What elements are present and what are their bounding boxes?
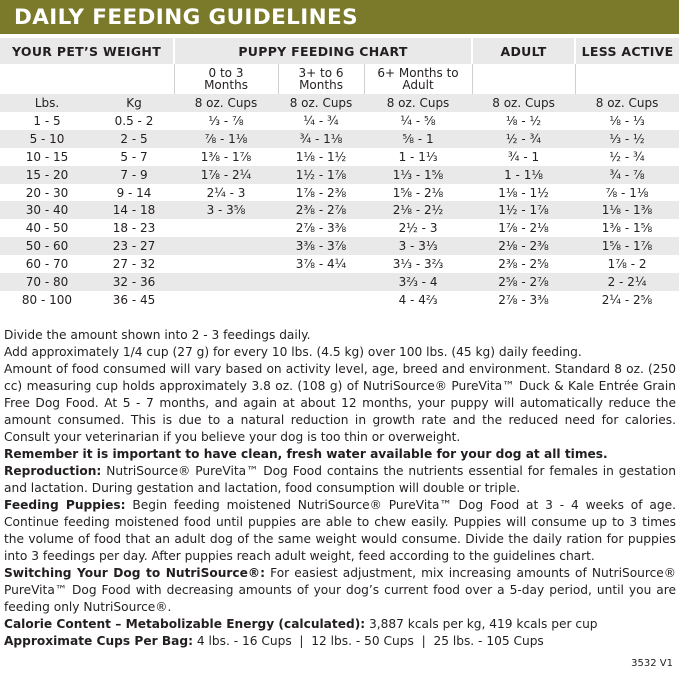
cell-adult: ¾ - 1 [507,149,540,164]
cell-puppy-0-3: ⅓ - ⅞ [208,113,244,128]
feeding-puppies-text: Begin feeding moistened NutriSource® PureVita™ Dog Food at 3 - 4 weeks of age. Continue feeding moistened food until puppies are able to chew easily. Puppies will consume up to 3 times the volume of food that an adult dog of the same weight would consume. Divide the daily ration for puppies into 3 feedings per day. After puppies reach adult weight, feed according to the guidelines chart. [4,498,676,563]
blank-cell [472,64,575,94]
cell-kg: 9 - 14 [116,185,152,200]
cell-kg: 32 - 36 [94,273,174,291]
unit-cups: 8 oz. Cups [278,94,364,112]
table-row [0,255,679,273]
calorie-label: Calorie Content – Metabolizable Energy (calculated): [4,617,366,631]
age-label: 0 to 3 Months [204,66,248,92]
unit-cups: 8 oz. Cups [174,94,278,112]
age-header-3-6 [278,64,364,94]
cell-puppy-6-adult: 3⅔ - 4 [364,273,472,291]
table-age-row [0,64,679,94]
unit-cups: 8 oz. Cups [472,94,575,112]
water-reminder: Remember it is important to have clean, fresh water available for your dog at all times. [4,447,608,461]
age-label: 3+ to 6 Months [298,66,344,92]
cell-puppy-6-adult: 1⅝ - 2⅛ [392,185,444,200]
unit-lbs: Lbs. [0,94,94,112]
cell-puppy-0-3 [174,291,278,309]
cell-lbs: 20 - 30 [25,185,69,200]
cell-lbs: 10 - 15 [25,149,69,164]
feeding-instructions [4,327,676,650]
unit-cups: 8 oz. Cups [364,94,472,112]
cell-less-active: ⅓ - ½ [575,130,679,148]
feeding-table [0,38,679,309]
table-row [0,184,679,202]
cell-puppy-3-6: ¾ - 1⅛ [278,130,364,148]
table-row [0,291,679,309]
cell-puppy-6-adult: ⅝ - 1 [364,130,472,148]
cell-less-active: ⅛ - ⅓ [609,113,645,128]
cell-less-active: 1⅜ - 1⅝ [601,221,653,236]
cell-puppy-6-adult: 1 - 1⅓ [398,149,438,164]
cell-puppy-6-adult: 2⅛ - 2½ [364,201,472,219]
weight-header: YOUR PET’S WEIGHT [0,38,174,64]
switching-paragraph [4,565,676,616]
cell-puppy-0-3: 1⅜ - 1⅞ [200,149,252,164]
cell-puppy-3-6: 1⅛ - 1½ [295,149,347,164]
feeding-puppies-label: Feeding Puppies: [4,498,126,512]
cell-adult: ½ - ¾ [472,130,575,148]
reproduction-label: Reproduction: [4,464,102,478]
cell-puppy-0-3 [174,237,278,255]
adult-header: ADULT [472,38,575,64]
cell-adult: 1 - 1⅛ [472,166,575,184]
blank-cell [575,64,679,94]
version-code: 3532 V1 [631,658,673,669]
cell-puppy-3-6 [278,291,364,309]
cell-kg: 0.5 - 2 [114,113,154,128]
cell-kg: 14 - 18 [94,201,174,219]
cell-adult: 2⅜ - 2⅝ [498,257,549,272]
cell-less-active: 1⅛ - 1⅜ [575,201,679,219]
blank-cell [94,64,174,94]
less-active-header: LESS ACTIVE [575,38,679,64]
instruction-add: Add approximately 1/4 cup (27 g) for every 10 lbs. (4.5 kg) over 100 lbs. (45 kg) daily feeding. [4,345,582,359]
cell-less-active: 2¼ - 2⅝ [601,292,653,307]
cell-lbs: 15 - 20 [0,166,94,184]
cell-puppy-0-3: ⅞ - 1⅛ [174,130,278,148]
age-label: 6+ Months to Adult [377,66,459,92]
instruction-divide: Divide the amount shown into 2 - 3 feedings daily. [4,328,311,342]
switching-text: For easiest adjustment, mix increasing amounts of NutriSource® PureVita™ Dog Food with decreasing amounts of your dog’s current food over a 5-day period, until you are feeding only NutriSource®. [4,566,676,614]
cell-puppy-3-6: 2⅜ - 2⅞ [278,201,364,219]
cell-lbs: 80 - 100 [21,292,73,307]
table-row [0,201,679,219]
cell-puppy-3-6 [278,273,364,291]
cell-puppy-0-3 [174,255,278,273]
cell-less-active: 1⅝ - 1⅞ [575,237,679,255]
cell-kg: 7 - 9 [94,166,174,184]
table-row [0,112,679,130]
cell-kg: 27 - 32 [112,257,156,272]
cell-lbs: 5 - 10 [0,130,94,148]
table-row [0,219,679,237]
switching-label: Switching Your Dog to NutriSource®: [4,566,265,580]
cups-per-bag-paragraph [4,633,676,650]
cell-less-active: 2 - 2¼ [575,273,679,291]
cell-kg: 2 - 5 [94,130,174,148]
cell-puppy-3-6: 1½ - 1⅞ [278,166,364,184]
cell-kg: 36 - 45 [112,292,156,307]
calorie-paragraph [4,616,676,633]
cell-puppy-0-3: 3 - 3⅝ [174,201,278,219]
table-row [0,237,679,255]
cell-kg: 23 - 27 [94,237,174,255]
cell-adult: 2⅝ - 2⅞ [472,273,575,291]
cell-less-active: ½ - ¾ [609,149,645,164]
cell-puppy-6-adult: 2½ - 3 [398,221,438,236]
table-row [0,130,679,148]
cell-lbs: 50 - 60 [0,237,94,255]
title-banner [0,0,679,34]
cell-puppy-3-6: 3⅜ - 3⅞ [278,237,364,255]
cell-puppy-0-3 [174,219,278,237]
cell-puppy-6-adult: 1⅓ - 1⅝ [364,166,472,184]
cell-adult: 2⅛ - 2⅜ [472,237,575,255]
table-header-group-row [0,38,679,64]
cell-adult: 1⅛ - 1½ [498,185,549,200]
cell-puppy-0-3: 2¼ - 3 [206,185,246,200]
cell-lbs: 1 - 5 [33,113,61,128]
cell-adult: 2⅞ - 3⅜ [498,292,549,307]
cell-lbs: 40 - 50 [25,221,69,236]
reproduction-text: NutriSource® PureVita™ Dog Food contains the nutrients essential for females in gestation and lactation. During gestation and lactation, food consumption will double or triple. [4,464,676,495]
cell-puppy-3-6: 2⅞ - 3⅜ [295,221,347,236]
cell-adult: 1½ - 1⅞ [472,201,575,219]
table-row [0,273,679,291]
cell-puppy-0-3 [174,273,278,291]
cups-per-bag-label: Approximate Cups Per Bag: [4,634,193,648]
cell-puppy-6-adult: 3⅓ - 3⅔ [392,257,444,272]
cell-puppy-0-3: 1⅞ - 2¼ [174,166,278,184]
table-row [0,148,679,166]
table-units-row [0,94,679,112]
reproduction-paragraph [4,463,676,497]
cups-per-bag-text: 4 lbs. - 16 Cups | 12 lbs. - 50 Cups | 25 lbs. - 105 Cups [192,634,544,648]
calorie-text: 3,887 kcals per kg, 419 kcals per cup [365,617,598,631]
feeding-puppies-paragraph [4,497,676,565]
puppy-chart-header: PUPPY FEEDING CHART [174,38,472,64]
cell-kg: 18 - 23 [112,221,156,236]
cell-puppy-3-6: 1⅞ - 2⅜ [295,185,347,200]
instruction-amount: Amount of food consumed will vary based on activity level, age, breed and environment. Standard 8 oz. (250 cc) measuring cup holds approximately 3.8 oz. (108 g) of NutriSource® PureVita™ Duck & Kale Entrée Grain Free Dog Food. At 5 - 7 months, and again at about 12 months, your puppy will automatically reduce the amount consumed. This is due to a natural reduction in growth rate and the reduced need for calories. Consult your veterinarian if you believe your dog is too thin or overweight. [4,362,676,444]
blank-cell [0,64,94,94]
cell-puppy-3-6: ¼ - ¾ [303,113,339,128]
table-row [0,166,679,184]
unit-cups: 8 oz. Cups [575,94,679,112]
cell-puppy-6-adult: 4 - 4⅔ [398,292,438,307]
cell-adult: 1⅞ - 2⅛ [498,221,549,236]
cell-less-active: 1⅞ - 2 [607,257,647,272]
cell-less-active: ⅞ - 1⅛ [605,185,649,200]
cell-lbs: 70 - 80 [0,273,94,291]
cell-lbs: 30 - 40 [0,201,94,219]
cell-lbs: 60 - 70 [25,257,69,272]
cell-adult: ⅛ - ½ [505,113,542,128]
cell-puppy-6-adult: ¼ - ⅝ [400,113,436,128]
age-header-0-3 [174,64,278,94]
cell-puppy-6-adult: 3 - 3⅓ [364,237,472,255]
cell-kg: 5 - 7 [120,149,148,164]
unit-kg: Kg [94,94,174,112]
cell-less-active: ¾ - ⅞ [575,166,679,184]
page-title: DAILY FEEDING GUIDELINES [14,4,359,30]
age-header-6-adult [364,64,472,94]
cell-puppy-3-6: 3⅞ - 4¼ [295,257,347,272]
